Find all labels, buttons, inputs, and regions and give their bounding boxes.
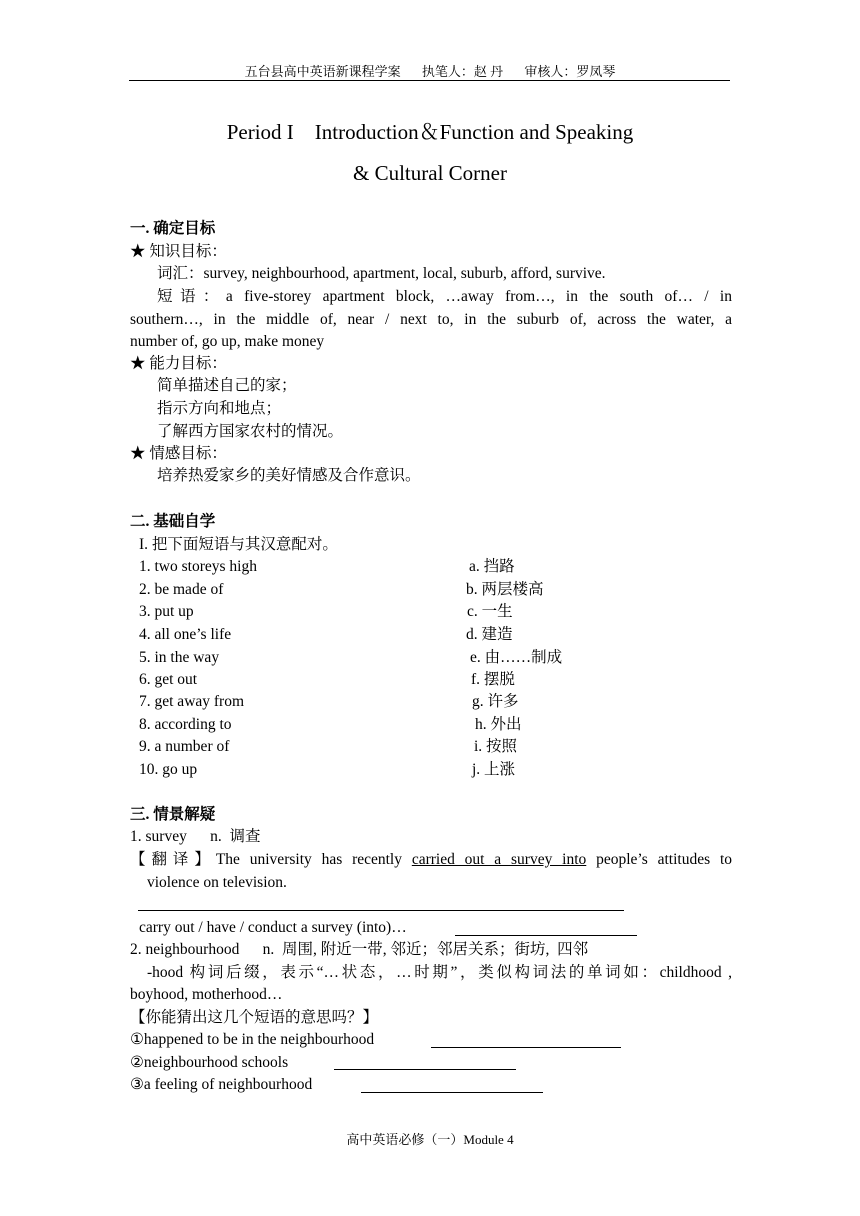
translate-line xyxy=(130,850,732,870)
match-left-item: 10. go up xyxy=(139,761,198,778)
page-footer: 高中英语必修（一）Module 4 xyxy=(346,1132,514,1147)
ability-item: 简单描述自己的家； xyxy=(157,377,297,394)
ability-item: 指示方向和地点； xyxy=(157,400,282,417)
ability-item: 了解西方国家农村的情况。 xyxy=(157,423,344,440)
match-left-item: 6. get out xyxy=(139,671,198,688)
ability-goal-label: ★ 能力目标： xyxy=(130,355,227,372)
header-school: 五台县高中英语新课程学案 xyxy=(244,64,401,79)
match-right-item: c. 一生 xyxy=(467,603,513,620)
translate-underlined: carried out a survey into xyxy=(411,851,587,868)
answer-blank[interactable] xyxy=(138,910,624,911)
answer-blank[interactable] xyxy=(455,935,637,936)
match-left-item: 2. be made of xyxy=(139,581,224,598)
section2-heading: 二. 基础自学 xyxy=(130,513,216,530)
match-right-item: f. 摆脱 xyxy=(471,671,515,688)
page-header xyxy=(0,61,860,80)
match-left-item: 1. two storeys high xyxy=(139,558,257,575)
guess-item: ②neighbourhood schools xyxy=(130,1054,289,1071)
section3-heading: 三. 情景解疑 xyxy=(130,806,216,823)
phrase-line-1: 短语：a five-storey apartment block, …away from…, in the south of… / in xyxy=(157,288,732,305)
title-line-2: & Cultural Corner xyxy=(353,161,507,185)
header-author: 执笔人：赵 丹 xyxy=(421,64,504,79)
match-left-item: 4. all one’s life xyxy=(139,626,232,643)
carry-out-phrase: carry out / have / conduct a survey (into)… xyxy=(139,919,407,936)
phrase-line-3: number of, go up, make money xyxy=(130,333,325,350)
translate-text-pre: The university has recently xyxy=(215,851,412,868)
translate-text-post: people’s attitudes to xyxy=(586,851,732,868)
vocab-line: 词汇：survey, neighbourhood, apartment, local, suburb, afford, survive. xyxy=(157,265,606,282)
title-line-1: Period I Introduction＆Function and Speaking xyxy=(226,120,634,144)
match-right-item: a. 挡路 xyxy=(469,558,515,575)
emotion-item: 培养热爱家乡的美好情感及合作意识。 xyxy=(157,467,421,484)
match-left-item: 7. get away from xyxy=(139,693,245,710)
emotion-goal-label: ★ 情感目标： xyxy=(130,445,227,462)
section1-heading: 一. 确定目标 xyxy=(130,220,216,237)
phrase-line-2: southern…, in the middle of, near / next to, in the suburb of, across the water, a xyxy=(130,311,732,328)
answer-blank[interactable] xyxy=(361,1092,543,1093)
match-right-item: e. 由……制成 xyxy=(470,649,563,666)
match-right-item: g. 许多 xyxy=(472,693,519,710)
match-right-item: d. 建造 xyxy=(466,626,513,643)
translate-label: 【翻译】 xyxy=(130,851,216,868)
match-right-item: j. 上涨 xyxy=(472,761,516,778)
knowledge-goal-label: ★ 知识目标： xyxy=(130,243,227,260)
guess-item: ①happened to be in the neighbourhood xyxy=(130,1031,375,1048)
survey-definition: 1. survey n. 调查 xyxy=(130,828,261,845)
match-right-item: i. 按照 xyxy=(474,738,518,755)
answer-blank[interactable] xyxy=(431,1047,621,1048)
match-right-item: h. 外出 xyxy=(475,716,522,733)
header-reviewer: 审核人：罗凤琴 xyxy=(524,64,616,79)
match-left-item: 8. according to xyxy=(139,716,232,733)
match-right-item: b. 两层楼高 xyxy=(466,581,544,598)
translate-continuation: violence on television. xyxy=(147,874,287,891)
hood-suffix-line-2: boyhood, motherhood… xyxy=(130,986,283,1003)
hood-suffix-line-1: -hood 构词后缀，表示“…状态，…时期”，类似构词法的单词如：childhood , xyxy=(147,964,732,981)
neighbourhood-definition: 2. neighbourhood n. 周围, 附近一带, 邻近；邻居关系；街坊, 四邻 xyxy=(130,941,589,958)
matching-instruction: I. 把下面短语与其汉意配对。 xyxy=(139,536,338,553)
guess-item: ③a feeling of neighbourhood xyxy=(130,1076,313,1093)
guess-label: 【你能猜出这几个短语的意思吗？】 xyxy=(130,1009,379,1026)
match-left-item: 9. a number of xyxy=(139,738,230,755)
header-rule xyxy=(129,80,730,81)
answer-blank[interactable] xyxy=(334,1069,516,1070)
match-left-item: 3. put up xyxy=(139,603,194,620)
match-left-item: 5. in the way xyxy=(139,649,220,666)
